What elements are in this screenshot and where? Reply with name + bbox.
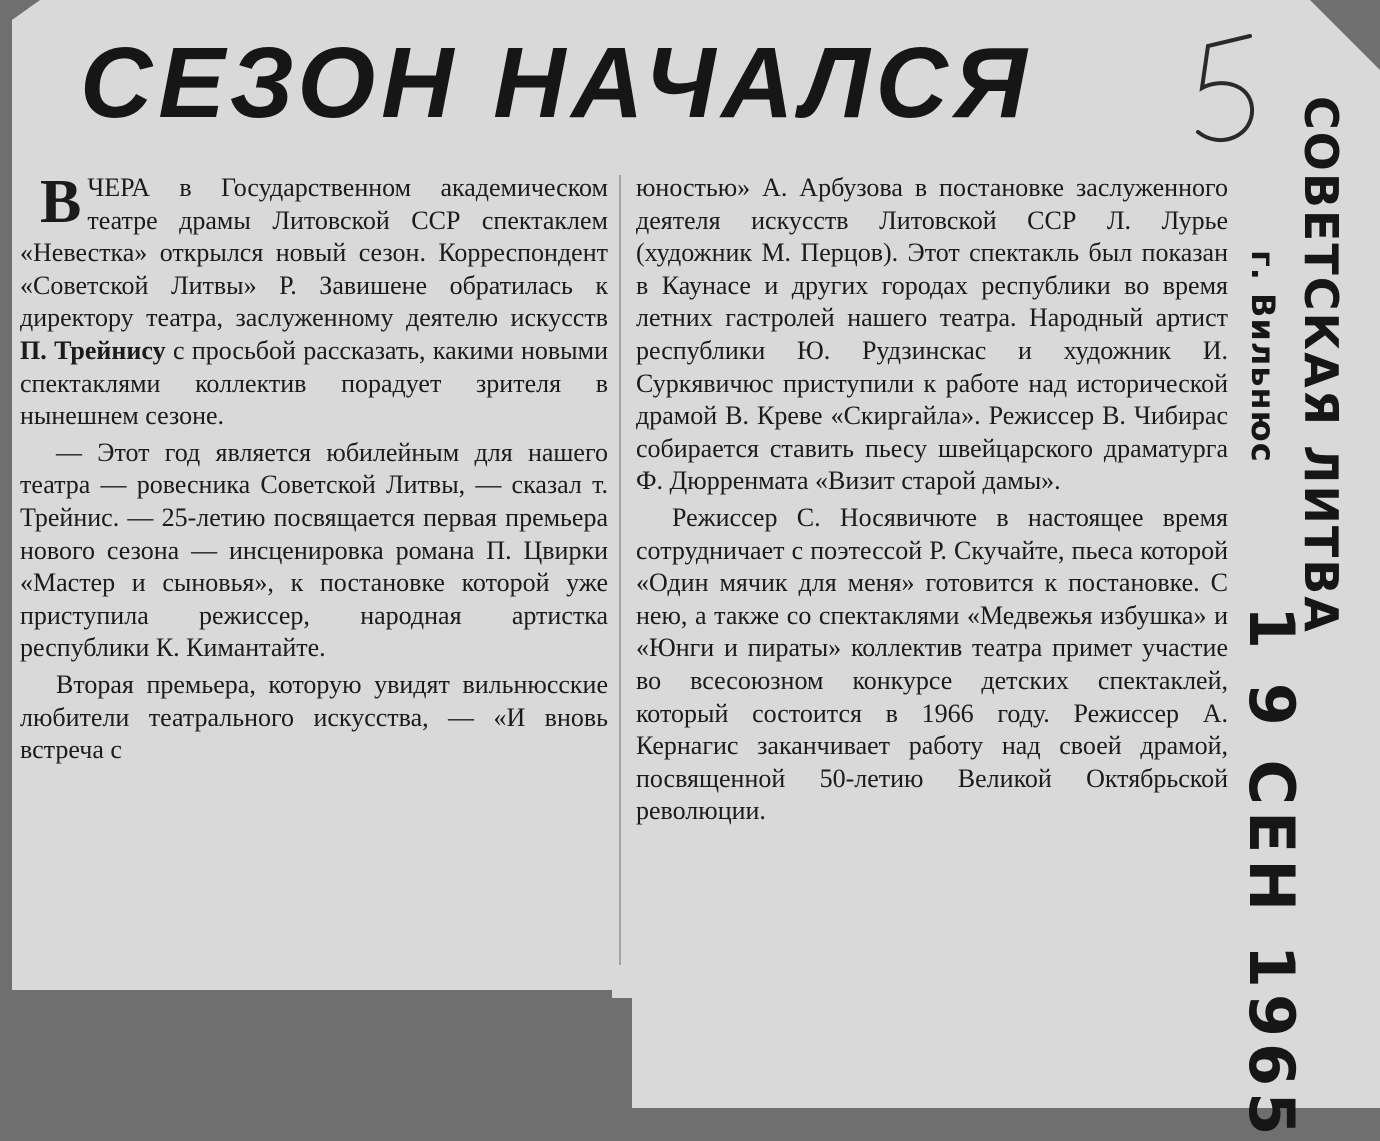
paragraph: юностью» А. Арбузова в постановке заслуженного деятеля искусств Литовской ССР Л. Лурье (художник М. Перцов). Этот спектакль был показан в Каунасе и других городах республики во время летних гастролей нашего театра. Народный артист республики Ю. Рудзинскас и художник И. Суркявичюс приступили к работе над исторической драмой В. Креве «Скиргайла». Режиссер В. Чибирас собирается ставить пьесу швейцарского драматурга Ф. Дюрренмата «Визит старой дамы». (636, 173, 1228, 496)
paragraph-text: с просьбой рассказать, какими новыми спектаклями коллектив порадует зрителя в нынешнем сезоне. (20, 335, 608, 431)
stamp-city: г. Вильнюс (1244, 250, 1282, 463)
handwritten-mark (1180, 28, 1270, 158)
paragraph: Вторая премьера, которую увидят вильнюсские любители театрального искусства, — «И вновь встреча с (20, 669, 608, 765)
paragraph: — Этот год является юбилейным для нашего театра — ровесника Советской Литвы, — сказал т. Трейнис. — 25-летию посвящается первая премьера нового сезона — инсценировка романа П. Цвирки «Мастер и сыновья», к постановке которой уже приступила режиссер, народная артистка республики К. Кимантайте. (20, 437, 608, 663)
paragraph (20, 168, 608, 433)
headline: СЕЗОН НАЧАЛСЯ (80, 27, 1033, 139)
person-name: П. Трейнису (20, 335, 166, 365)
stamp-newspaper-name: СОВЕТСКАЯ ЛИТВА (1294, 96, 1348, 634)
paragraph-text: ЧЕРА в Государственном академическом театре драмы Литовской ССР спектаклем «Невестка» открылся новый сезон. Корреспондент «Советской Литвы» Р. Завишене обратилась к директору театра, заслуженному деятелю искусств (20, 173, 608, 333)
article-left-column (20, 168, 608, 767)
column-divider (619, 175, 621, 965)
article-right-column (636, 172, 1228, 828)
paragraph: Режиссер С. Носявичюте в настоящее время сотрудничает с поэтессой Р. Скучайте, пьеса которой «Один мячик для меня» готовится к постановке. С нею, а также со спектаклями «Медвежья избушка» и «Юнги и пираты» коллектив театра примет участие во всесоюзном конкурсе детских спектаклей, который состоится в 1966 году. Режиссер А. Кернагис заканчивает работу над своей драмой, посвященной 50-летию Великой Октябрьской революции. (636, 502, 1228, 826)
stamp-date: 1 9 СЕН 1965 (1235, 606, 1308, 1141)
drop-cap: В (40, 168, 82, 236)
